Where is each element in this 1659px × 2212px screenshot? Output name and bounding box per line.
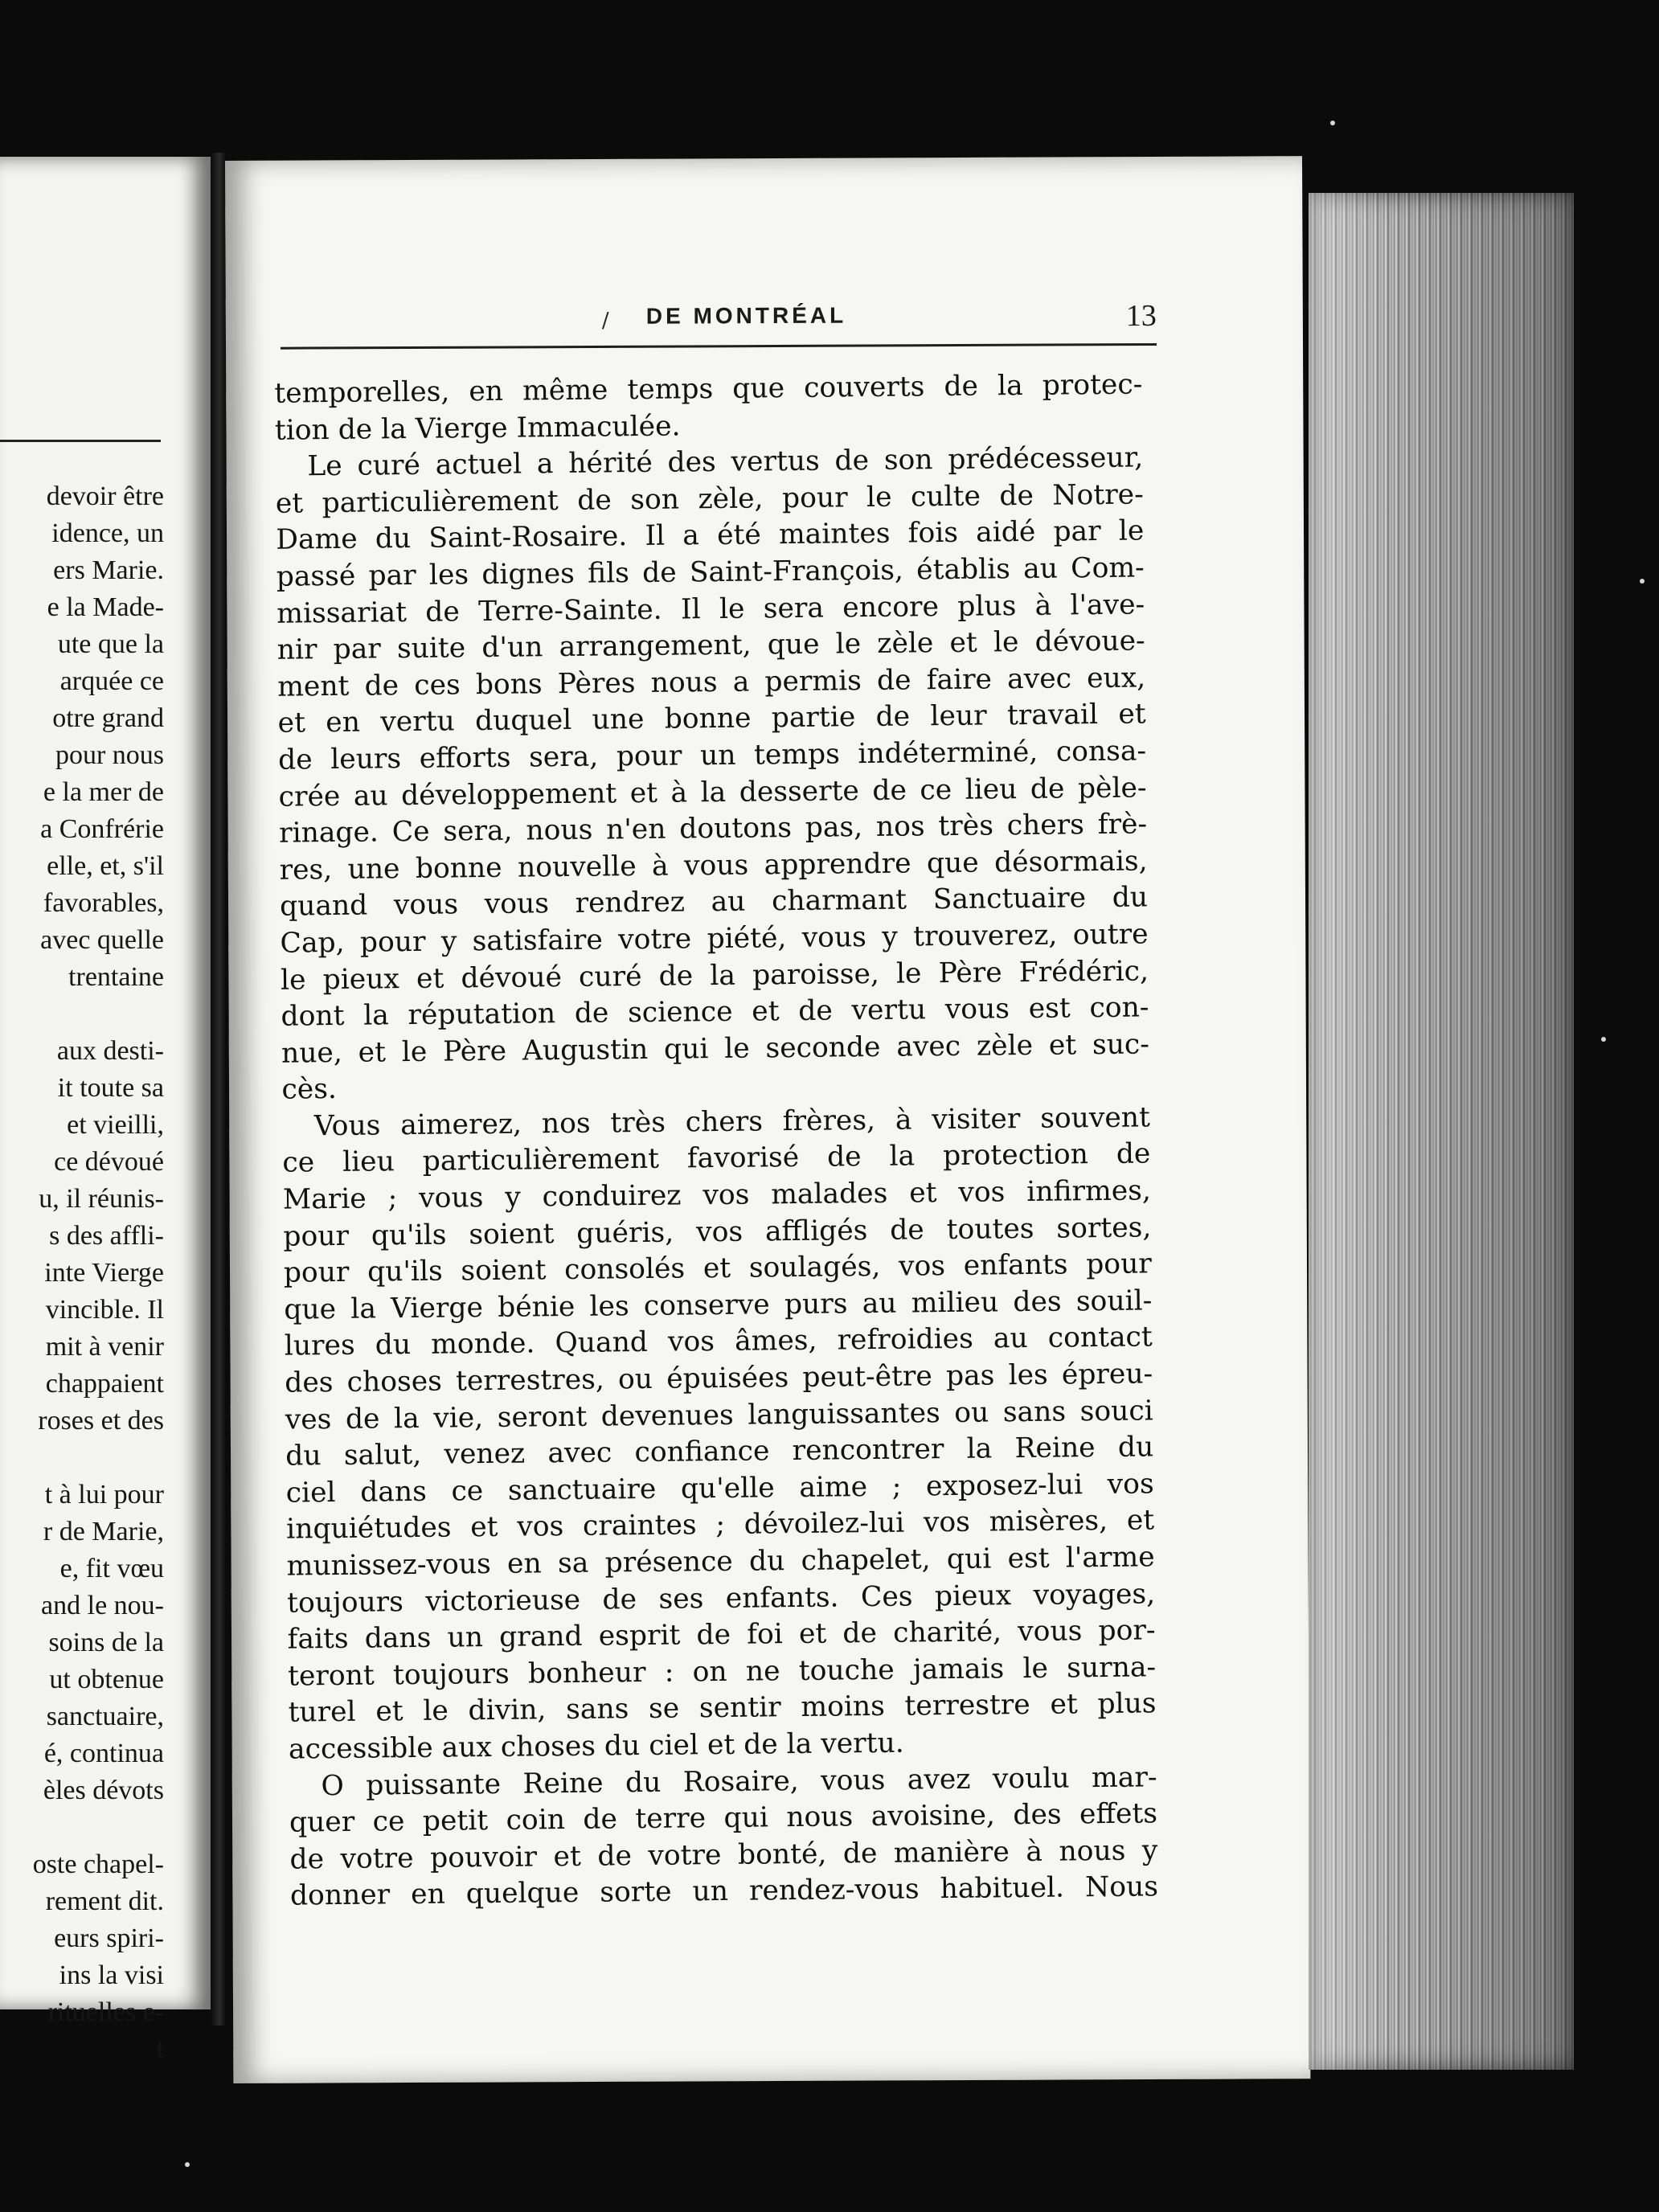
- left-page-line: it toute sa: [57, 1073, 164, 1103]
- text-line: dont la réputation de science et de vertu vous est con-: [281, 991, 1149, 1033]
- dust-speck: [185, 2162, 190, 2167]
- running-head-mark: /: [601, 308, 609, 333]
- dust-speck: [1330, 121, 1335, 125]
- text-line: quand vous vous rendrez au charmant Sanctuaire du: [279, 881, 1149, 924]
- left-page-line: roses et des: [38, 1406, 164, 1436]
- left-page-line: u, il réunis-: [39, 1184, 164, 1214]
- left-page-line: otre grand: [52, 703, 164, 733]
- left-page-line: arquée ce: [59, 666, 164, 696]
- dust-speck: [1601, 1037, 1606, 1042]
- dust-speck: [1640, 579, 1645, 584]
- text-line: de votre pouvoir et de votre bonté, de manière à nous y: [289, 1834, 1158, 1876]
- left-page-line: mit à venir: [45, 1332, 164, 1362]
- left-page-text: [0, 478, 164, 2068]
- text-line: pour qu'ils soient guéris, vos affligés de toutes sortes,: [283, 1211, 1152, 1253]
- text-line: passé par les dignes fils de Saint-François, établis au Com-: [276, 551, 1145, 593]
- left-page-line: sanctuaire,: [46, 1702, 164, 1731]
- left-page-line: soins de la: [48, 1628, 164, 1657]
- left-page-line: e la Made-: [47, 592, 164, 622]
- left-page-line: t: [156, 2034, 164, 2064]
- left-page-line: inte Vierge: [44, 1258, 164, 1288]
- left-page-line: and le nou-: [41, 1591, 164, 1620]
- text-line: des choses terrestres, ou épuisées peut-être pas les épreu-: [285, 1358, 1153, 1399]
- left-page-line: èles dévots: [43, 1776, 164, 1805]
- left-page-line: idence, un: [51, 518, 164, 548]
- left-page-line: e la mer de: [43, 777, 164, 807]
- left-page-line: elle, et, s'il: [47, 851, 164, 881]
- left-page-line: avec quelle: [40, 925, 164, 955]
- left-page-line: favorables,: [43, 888, 164, 918]
- text-line: Le curé actuel a hérité des vertus de son prédécesseur,: [307, 441, 1144, 483]
- text-line: temporelles, en même temps que couverts de la protec-: [274, 368, 1143, 410]
- book-gutter: [211, 153, 225, 2026]
- text-line: turel et le divin, sans se sentir moins terrestre et plus: [288, 1687, 1157, 1730]
- page-number: 13: [1125, 298, 1157, 334]
- left-page-line: vincible. Il: [45, 1295, 164, 1325]
- left-page-line: a Confrérie: [40, 814, 164, 844]
- text-line: faits dans un grand esprit de foi et de charité, vous por-: [287, 1614, 1156, 1656]
- left-page-line: eurs spiri-: [54, 1923, 164, 1953]
- left-page-line: rement dit.: [45, 1886, 164, 1916]
- running-head-title: DE MONTRÉAL: [645, 302, 847, 329]
- left-page-line: ce dévoué: [54, 1147, 164, 1177]
- text-line: munissez-vous en sa présence du chapelet, qui est l'arme: [286, 1541, 1155, 1583]
- page-edges-block: [1309, 193, 1574, 2070]
- left-page-line: e, fit vœu: [59, 1554, 164, 1583]
- left-page-paragraph-gap: [0, 1809, 164, 1846]
- left-page-line: ut obtenue: [49, 1665, 164, 1694]
- left-page-line: oste chapel-: [32, 1849, 164, 1879]
- text-line: rinage. Ce sera, nous n'en doutons pas, nos très chers frè-: [278, 808, 1148, 850]
- text-line: et en vertu duquel une bonne partie de leur travail et: [277, 698, 1146, 740]
- text-line: nue, et le Père Augustin qui le seconde avec zèle et suc-: [281, 1028, 1150, 1070]
- left-page-paragraph-gap: [0, 996, 164, 1033]
- left-page-line: rituelles e-: [47, 1997, 164, 2027]
- text-line: que la Vierge bénie les conserve purs au milieu des souil-: [284, 1284, 1153, 1326]
- left-page-line: s des affli-: [49, 1221, 164, 1251]
- left-page-line: chappaient: [45, 1369, 164, 1399]
- running-head: [281, 298, 1157, 354]
- text-line: inquiétudes et vos craintes ; dévoilez-lui vos misères, et: [285, 1504, 1155, 1546]
- text-line: quer ce petit coin de terre qui nous avoisine, des effets: [289, 1797, 1158, 1839]
- left-page-line: t à lui pour: [44, 1480, 164, 1509]
- text-line: lures du monde. Quand vos âmes, refroidies au contact: [284, 1321, 1153, 1363]
- text-line: missariat de Terre-Sainte. Il le sera encore plus à l'ave-: [276, 588, 1145, 630]
- left-page-line: et vieilli,: [67, 1110, 164, 1140]
- text-line: teront toujours bonheur : on ne touche jamais le surna-: [287, 1651, 1157, 1693]
- left-page-line: ins la visi: [59, 1960, 164, 1990]
- text-line: toujours victorieuse de ses enfants. Ces pieux voyages,: [286, 1577, 1156, 1620]
- text-line: donner en quelque sorte un rendez-vous habituel. Nous: [289, 1870, 1159, 1912]
- text-line: Cap, pour y satisfaire votre piété, vous y trouverez, outre: [280, 918, 1149, 960]
- text-line: nir par suite d'un arrangement, que le zèle et le dévoue-: [276, 625, 1145, 666]
- left-page-line: trentaine: [68, 962, 164, 992]
- text-line: de leurs efforts sera, pour un temps indéterminé, consa-: [277, 735, 1147, 776]
- text-line: ment de ces bons Pères nous a permis de faire avec eux,: [277, 662, 1146, 703]
- left-page-line: ers Marie.: [53, 555, 164, 585]
- text-line: cès.: [281, 1073, 338, 1106]
- text-line: accessible aux choses du ciel et de la vertu.: [288, 1727, 904, 1766]
- text-line: Marie ; vous y conduirez vos malades et vos infirmes,: [282, 1174, 1152, 1216]
- text-line: pour qu'ils soient consolés et soulagés, vos enfants pour: [283, 1247, 1153, 1289]
- text-line: Dame du Saint-Rosaire. Il a été maintes fois aidé par le: [276, 514, 1145, 557]
- text-line: le pieux et dévoué curé de la paroisse, le Père Frédéric,: [280, 954, 1149, 997]
- page-body-text: [274, 367, 1158, 1915]
- text-line: ves de la vie, seront devenues languissantes ou sans souci: [285, 1394, 1153, 1436]
- text-line: et particulièrement de son zèle, pour le culte de Notre-: [275, 478, 1144, 520]
- running-head-rule: [281, 343, 1157, 350]
- text-line: crée au développement et à la desserte de ce lieu de pèle-: [278, 771, 1147, 813]
- left-page-paragraph-gap: [0, 1440, 164, 1477]
- text-line: O puissante Reine du Rosaire, vous avez voulu mar-: [321, 1760, 1157, 1802]
- right-page: [225, 156, 1310, 2083]
- left-facing-page: [0, 157, 211, 2064]
- text-line: ciel dans ce sanctuaire qu'elle aime ; exposez-lui vos: [285, 1468, 1154, 1509]
- left-page-line: pour nous: [55, 740, 164, 770]
- text-line: tion de la Vierge Immaculée.: [274, 410, 681, 447]
- text-line: Vous aimerez, nos très chers frères, à visiter souvent: [313, 1101, 1151, 1143]
- left-page-line: é, continua: [43, 1739, 164, 1768]
- left-page-rule: [0, 440, 161, 442]
- text-line: du salut, venez avec confiance rencontrer la Reine du: [285, 1431, 1154, 1473]
- text-line: ce lieu particulièrement favorisé de la protection de: [282, 1137, 1151, 1180]
- left-page-line: aux desti-: [56, 1036, 164, 1066]
- text-line: res, une bonne nouvelle à vous apprendre que désormais,: [279, 845, 1148, 887]
- left-page-line: ute que la: [57, 629, 164, 659]
- left-page-line: devoir être: [46, 481, 164, 511]
- left-page-line: r de Marie,: [43, 1517, 164, 1546]
